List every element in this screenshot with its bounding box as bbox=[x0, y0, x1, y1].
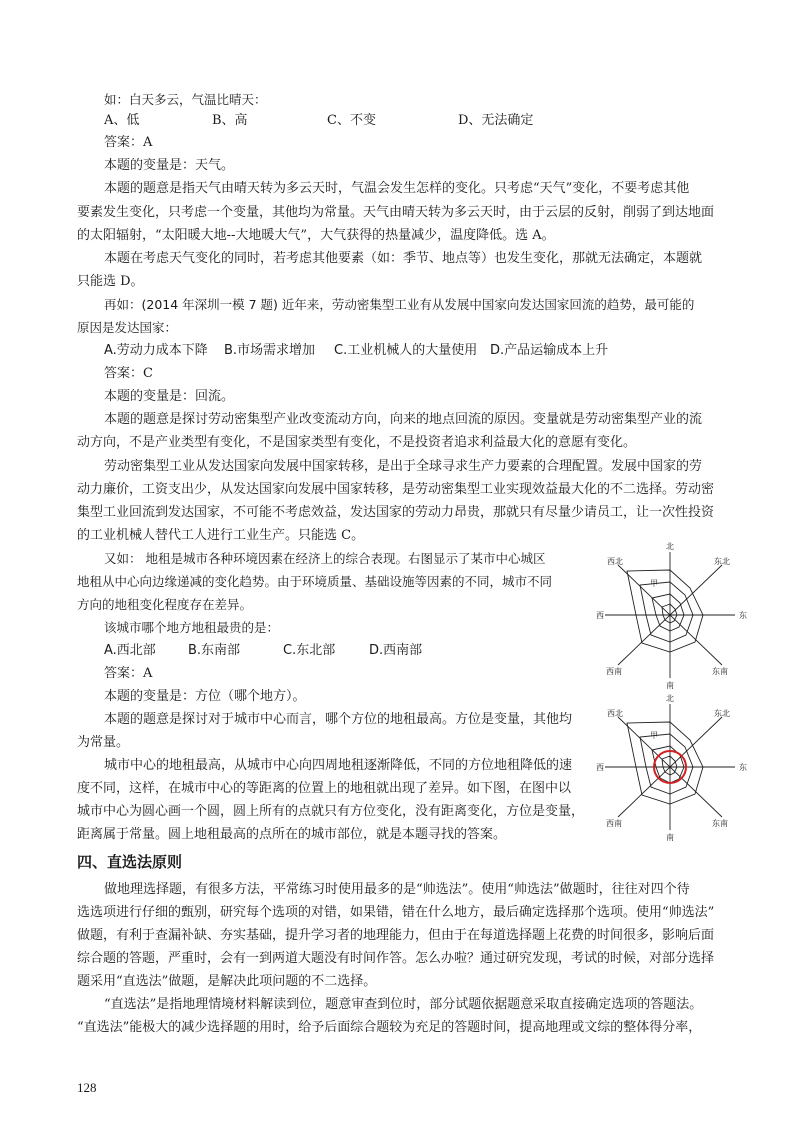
example3-answer: 答案：A bbox=[104, 666, 153, 681]
example3-option-a: A.西北部 bbox=[104, 643, 156, 658]
example2-line: 劳动密集型工业从发达国家向发展中国家转移，是出于全球寻求生产力要素的合理配置。发展中国家的劳 bbox=[104, 459, 703, 474]
example3-question: 又如： 地租是城市各种环境因素在经济上的综合表现。右图显示了某市中心城区 bbox=[104, 551, 546, 566]
section4-line: “直选法”能极大的减少选择题的用时，给予后面综合题较为充足的答题时间，提高地理或文综的整体得分率， bbox=[77, 1020, 702, 1035]
diagram-label-se: 东南 bbox=[712, 819, 728, 828]
diagram-label-s: 南 bbox=[666, 833, 674, 842]
example1-variable: 本题的变量是：天气。 bbox=[104, 158, 235, 173]
section4-line: 综合题的答题，严重时，会有一到两道大题没有时间作答。怎么办啦？通过研究发现，考试的时候，对部分选择 bbox=[77, 951, 715, 966]
example1-line: 要素发生变化，只考虑一个变量，其他均为常量。天气由晴天转为多云天时，由于云层的反射，削弱了到达地面 bbox=[77, 205, 715, 220]
diagram-label-w: 西 bbox=[596, 611, 604, 620]
example3-line: 城市中心为圆心画一个圆，圆上所有的点就只有方位变化，没有距离变化，方位是变量， bbox=[77, 804, 585, 819]
example3-line: 距离属于常量。圆上地租最高的点所在的城市部位，就是本题寻找的答案。 bbox=[77, 827, 507, 842]
diagram-label-se: 东南 bbox=[712, 667, 728, 676]
section4-line: 做地理选择题，有很多方法，平常练习时使用最多的是“帅选法”。使用“帅选法”做题时，往往对四个待 bbox=[104, 882, 690, 897]
rent-diagram bbox=[590, 540, 750, 690]
example2-option-b: B.市场需求增加 bbox=[224, 343, 316, 358]
diagram-label-w: 西 bbox=[596, 763, 604, 772]
diagram-label-nw: 西北 bbox=[607, 557, 623, 566]
example2-option-a: A.劳动力成本下降 bbox=[104, 343, 208, 358]
diagram-label-nw: 西北 bbox=[607, 709, 623, 718]
example3-question: 地租从中心向边缘递减的变化趋势。由于环境质量、基础设施等因素的不同，城市不同 bbox=[77, 574, 553, 589]
example1-question: 如：白天多云，气温比晴天： bbox=[104, 92, 267, 107]
example1-line: 本题在考虑天气变化的同时，若考虑其他要素（如：季节、地点等）也发生变化，那就无法确定，本题就 bbox=[104, 251, 703, 266]
section4-line: 题采用“直选法”做题，是解决此项问题的不二选择。 bbox=[77, 974, 377, 989]
example2-line: 本题的题意是探讨劳动密集型产业改变流动方向，向来的地点回流的原因。变量就是劳动密集型产业的流 bbox=[104, 412, 703, 427]
example2-question: 再如：(2014 年深圳一模 7 题) 近年来，劳动密集型工业有从发展中国家向发达国家回流的趋势，最可能的 bbox=[104, 297, 695, 312]
diagram-ring-label: 甲 bbox=[650, 579, 658, 588]
section4-line: 做题，有利于查漏补缺、夯实基础，提升学习者的地理能力，但由于在每道选择题上花费的时间很多，影响后面 bbox=[77, 928, 715, 943]
example3-option-c: C.东北部 bbox=[283, 643, 336, 658]
section4-line: “直选法”是指地理情境材料解读到位，题意审查到位时，部分试题依据题意采取直接确定选项的答题法。 bbox=[104, 997, 703, 1012]
example3-line: 城市中心的地租最高，从城市中心向四周地租逐渐降低，不同的方位地租降低的速 bbox=[104, 758, 573, 773]
section4-line: 选选项进行仔细的甄别，研究每个选项的对错，如果错，错在什么地方，最后确定选择那个选项。使用“帅选法” bbox=[77, 905, 715, 920]
example2-question: 原因是发达国家： bbox=[77, 320, 178, 335]
example3-option-d: D.西南部 bbox=[369, 643, 423, 658]
diagram-ring-label: 甲 bbox=[650, 731, 658, 740]
example1-option-b: B、高 bbox=[212, 113, 248, 128]
example3-variable: 本题的变量是：方位（哪个地方）。 bbox=[104, 689, 306, 704]
example3-line: 本题的题意是探讨对于城市中心而言，哪个方位的地租最高。方位是变量，其他均 bbox=[104, 712, 573, 727]
example2-line: 集型工业回流到发达国家，不可能不考虑效益，发达国家的劳动力昂贵，那就只有尽量少请员工，让一次性投资 bbox=[77, 505, 715, 520]
example3-line: 度不同，这样，在城市中心的等距离的位置上的地租就出现了差异。如下图，在图中以 bbox=[77, 781, 572, 796]
example1-line: 本题的题意是指天气由晴天转为多云天时，气温会发生怎样的变化。只考虑“天气”变化，不要考虑其他 bbox=[104, 181, 690, 196]
example2-line: 动力廉价，工资支出少，从发达国家向发展中国家转移，是劳动密集型工业实现效益最大化的不二选择。劳动密 bbox=[77, 482, 715, 497]
example2-line: 动方向，不是产业类型有变化，不是国家类型有变化，不是投资者追求利益最大化的意愿有变化。 bbox=[77, 435, 637, 450]
example2-answer: 答案：C bbox=[104, 366, 153, 381]
example2-option-c: C.工业机械人的大量使用 bbox=[334, 343, 478, 358]
diagram-label-sw: 西南 bbox=[606, 819, 622, 828]
section-heading: 四、直选法原则 bbox=[77, 853, 183, 871]
example2-option-d: D.产品运输成本上升 bbox=[490, 343, 609, 358]
diagram-label-ne: 东北 bbox=[714, 709, 730, 718]
diagram-label-n: 北 bbox=[666, 694, 674, 703]
example2-variable: 本题的变量是：回流。 bbox=[104, 389, 235, 404]
diagram-label-sw: 西南 bbox=[606, 667, 622, 676]
diagram-label-s: 南 bbox=[666, 681, 674, 690]
example1-option-a: A、低 bbox=[104, 113, 140, 128]
example3-line: 为常量。 bbox=[77, 735, 130, 750]
diagram-label-n: 北 bbox=[666, 542, 674, 551]
diagram-label-ne: 东北 bbox=[714, 557, 730, 566]
example1-answer: 答案：A bbox=[104, 135, 153, 150]
example1-option-c: C、不变 bbox=[327, 113, 376, 128]
example3-option-b: B.东南部 bbox=[188, 643, 241, 658]
diagram-label-e: 东 bbox=[739, 611, 747, 620]
example1-option-d: D、无法确定 bbox=[458, 113, 534, 128]
example3-question: 方向的地租变化程度存在差异。 bbox=[77, 597, 253, 612]
example2-line: 的工业机械人替代工人进行工业生产。只能选 C。 bbox=[77, 528, 365, 543]
diagram-label-e: 东 bbox=[739, 763, 747, 772]
rent-diagram-with-circle bbox=[590, 692, 750, 842]
example1-line: 只能选 D。 bbox=[77, 274, 144, 289]
example3-sub-question: 该城市哪个地方地租最贵的是： bbox=[104, 620, 280, 635]
page-number: 128 bbox=[77, 1080, 97, 1095]
example1-line: 的太阳辐射，“太阳暖大地--大地暖大气”，大气获得的热量减少，温度降低。选 A。 bbox=[77, 228, 555, 243]
